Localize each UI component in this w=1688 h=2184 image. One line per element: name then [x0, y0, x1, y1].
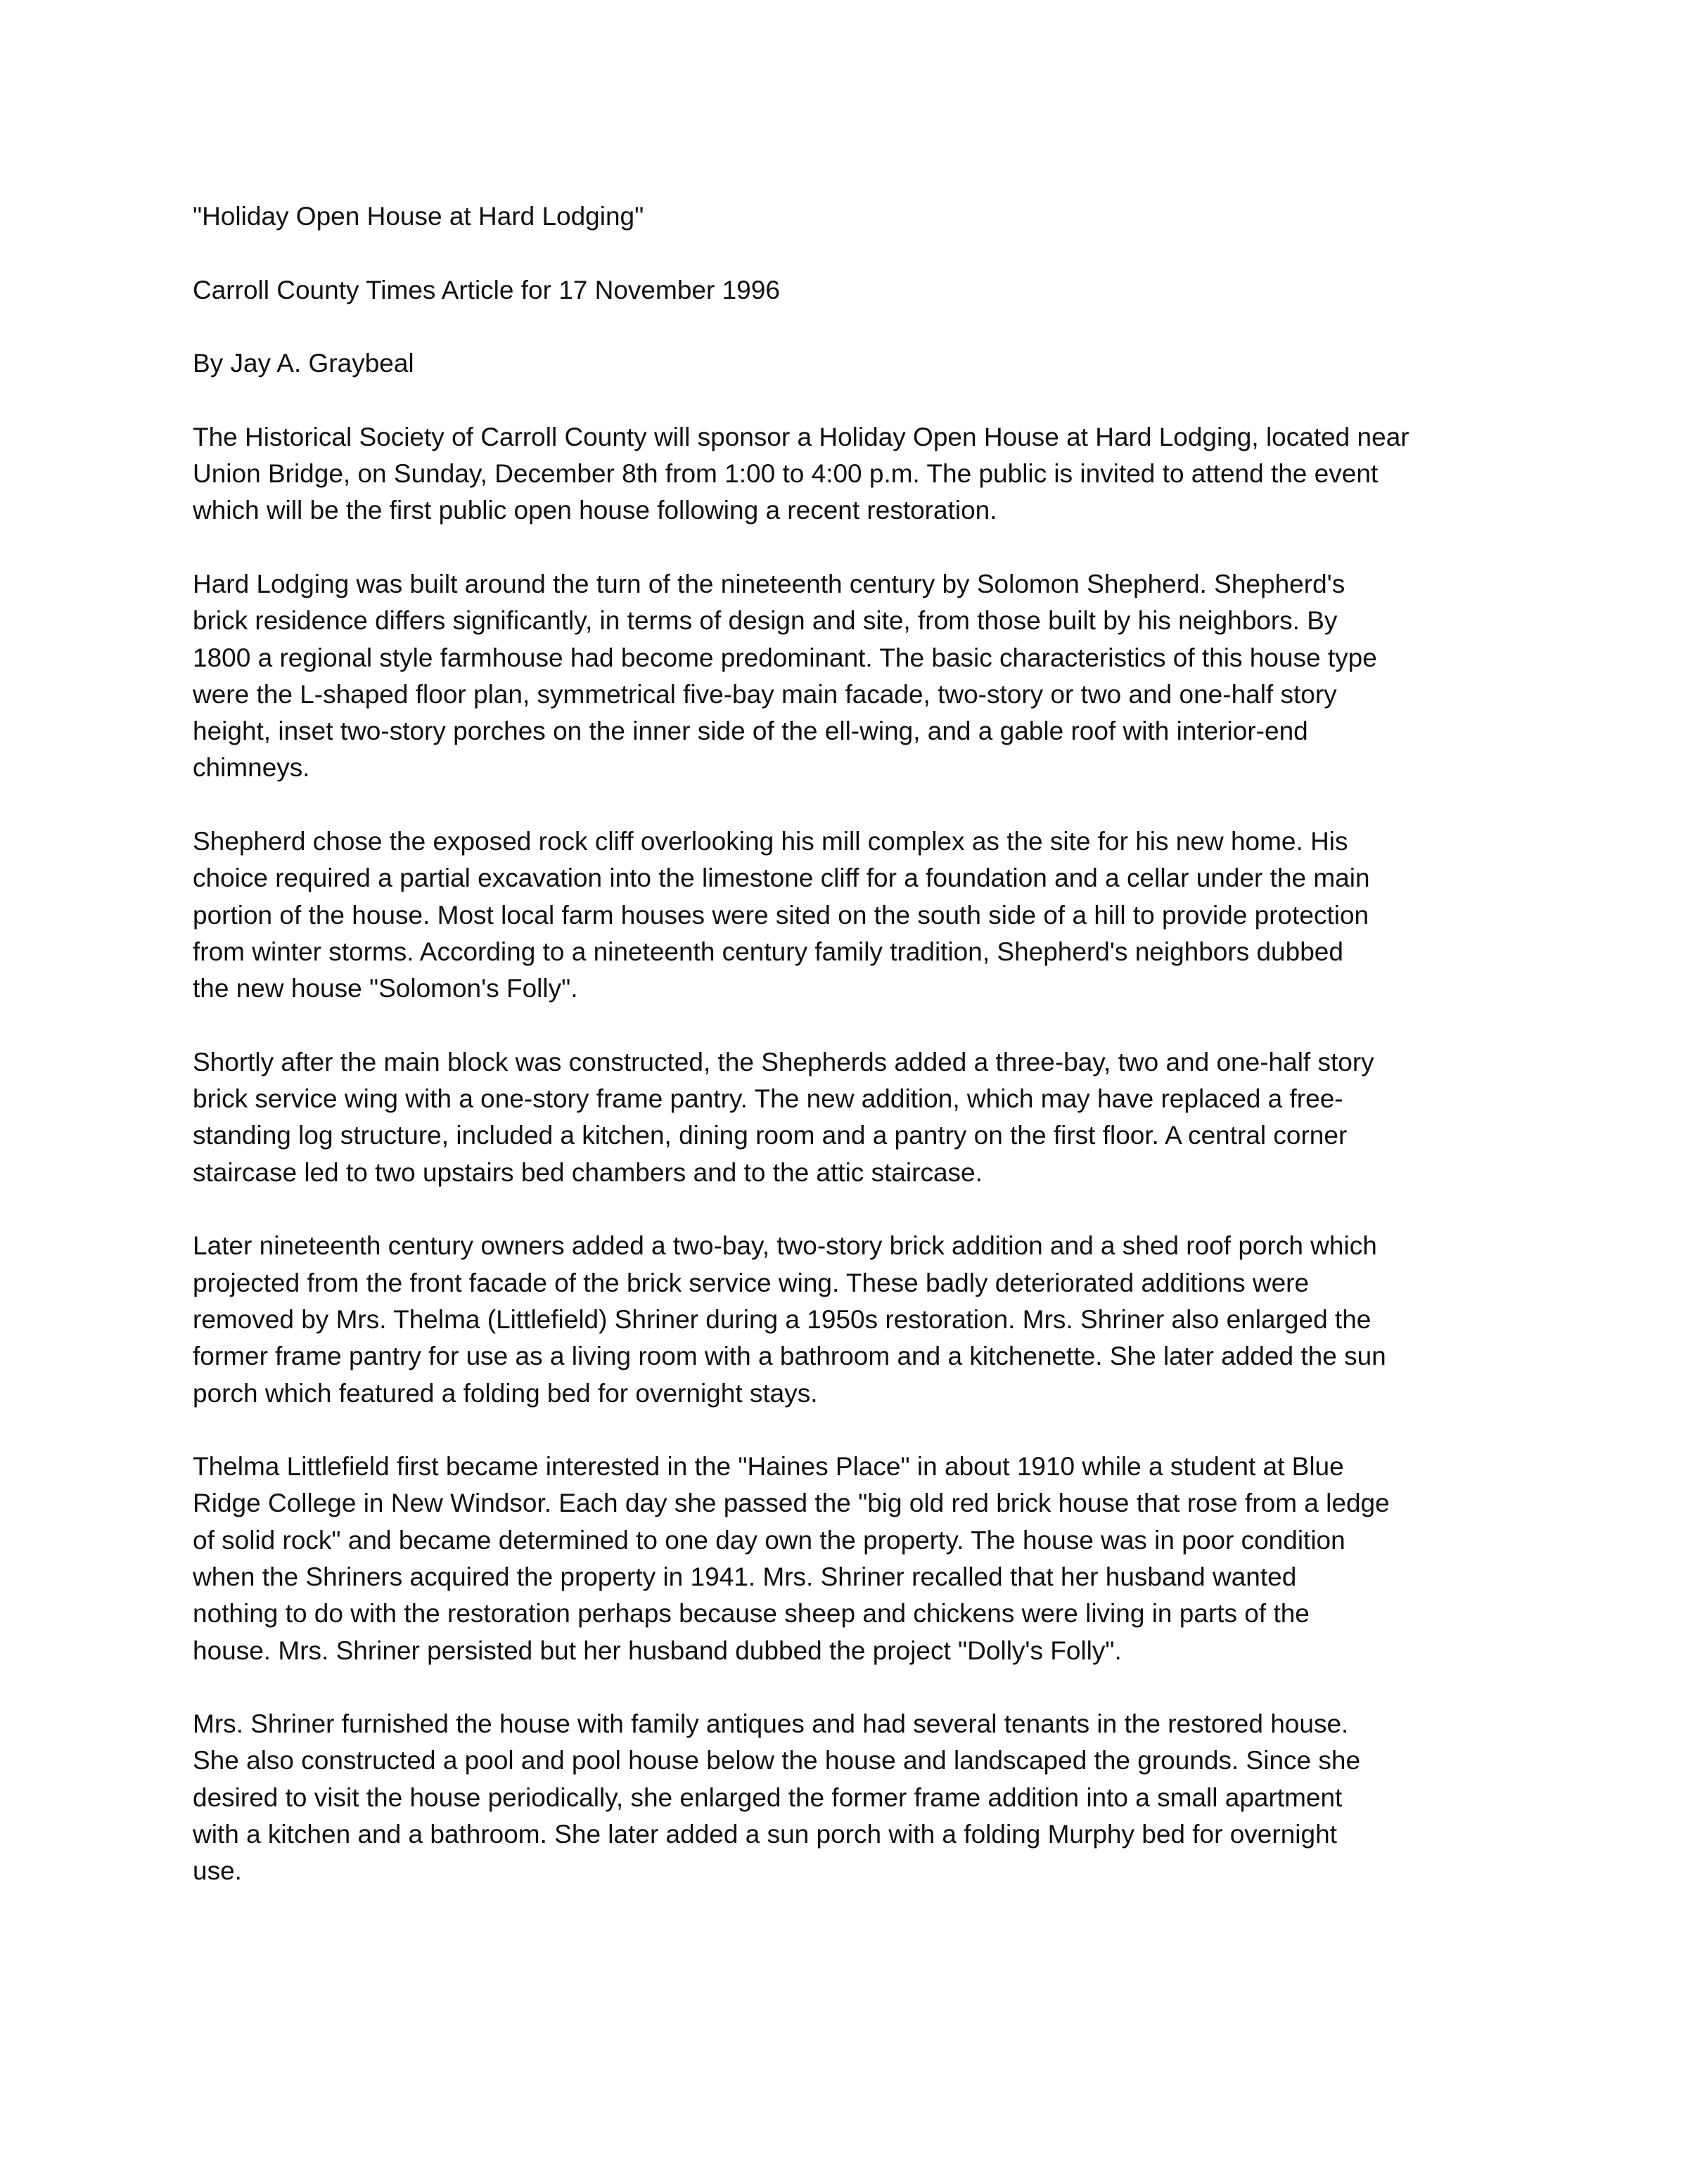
- paragraph: [193, 1044, 1515, 1191]
- text-line: Shepherd chose the exposed rock cliff overlooking his mill complex as the site for his new home. His: [193, 827, 1348, 856]
- text-line: porch which featured a folding bed for overnight stays.: [193, 1378, 818, 1408]
- paragraph: [193, 1706, 1515, 1889]
- text-line: which will be the first public open house following a recent restoration.: [193, 496, 997, 525]
- text-line: staircase led to two upstairs bed chambers and to the attic staircase.: [193, 1157, 983, 1187]
- text-line: 1800 a regional style farmhouse had become predominant. The basic characteristics of this house type: [193, 643, 1377, 672]
- article-title: "Holiday Open House at Hard Lodging": [193, 202, 644, 231]
- text-line: Union Bridge, on Sunday, December 8th from 1:00 to 4:00 p.m. The public is invited to attend the event: [193, 459, 1379, 489]
- text-line: Mrs. Shriner furnished the house with family antiques and had several tenants in the restored house.: [193, 1709, 1349, 1739]
- text-line: projected from the front facade of the brick service wing. These badly deteriorated additions were: [193, 1268, 1310, 1297]
- text-line: from winter storms. According to a nineteenth century family tradition, Shepherd's neighbors dubbed: [193, 937, 1343, 966]
- text-line: standing log structure, included a kitchen, dining room and a pantry on the first floor. A central corner: [193, 1121, 1348, 1150]
- text-line: desired to visit the house periodically, she enlarged the former frame addition into a small apartment: [193, 1782, 1343, 1812]
- paragraph: [193, 1228, 1515, 1411]
- text-line: nothing to do with the restoration perhaps because sheep and chickens were living in parts of the: [193, 1599, 1310, 1629]
- text-line: removed by Mrs. Thelma (Littlefield) Shriner during a 1950s restoration. Mrs. Shriner also enlarged the: [193, 1304, 1372, 1334]
- text-line: Hard Lodging was built around the turn of the nineteenth century by Solomon Shepherd. Shepherd's: [193, 569, 1345, 598]
- text-line: brick residence differs significantly, in terms of design and site, from those built by his neighbors. By: [193, 606, 1338, 636]
- paragraph: [193, 419, 1515, 529]
- document-page: [193, 198, 1515, 1927]
- article-subtitle: Carroll County Times Article for 17 November 1996: [193, 275, 780, 304]
- text-line: brick service wing with a one-story frame pantry. The new addition, which may have replaced a free-: [193, 1084, 1343, 1114]
- text-line: The Historical Society of Carroll County will sponsor a Holiday Open House at Hard Lodging, located near: [193, 422, 1409, 451]
- text-line: were the L-shaped floor plan, symmetrical five-bay main facade, two-story or two and one-half story: [193, 679, 1337, 709]
- text-line: the new house "Solomon's Folly".: [193, 974, 578, 1003]
- article-body: [193, 419, 1515, 1890]
- text-line: choice required a partial excavation into the limestone cliff for a foundation and a cellar under the main: [193, 863, 1370, 893]
- text-line: house. Mrs. Shriner persisted but her husband dubbed the project "Dolly's Folly".: [193, 1636, 1122, 1665]
- paragraph: [193, 1448, 1515, 1669]
- text-line: Thelma Littlefield first became interested in the "Haines Place" in about 1910 while a student at Blue: [193, 1452, 1344, 1482]
- text-line: when the Shriners acquired the property in 1941. Mrs. Shriner recalled that her husband wanted: [193, 1562, 1297, 1591]
- text-line: use.: [193, 1856, 242, 1886]
- text-line: former frame pantry for use as a living room with a bathroom and a kitchenette. She later added the sun: [193, 1342, 1386, 1371]
- byline: By Jay A. Graybeal: [193, 349, 414, 378]
- text-line: of solid rock" and became determined to one day own the property. The house was in poor condition: [193, 1525, 1345, 1555]
- text-line: with a kitchen and a bathroom. She later added a sun porch with a folding Murphy bed for overnight: [193, 1820, 1337, 1849]
- text-line: Later nineteenth century owners added a two-bay, two-story brick addition and a shed roof porch which: [193, 1231, 1377, 1261]
- paragraph: [193, 823, 1515, 1007]
- paragraph: [193, 566, 1515, 787]
- text-line: Ridge College in New Windsor. Each day she passed the "big old red brick house that rose from a ledge: [193, 1489, 1390, 1518]
- text-line: portion of the house. Most local farm houses were sited on the south side of a hill to provide protection: [193, 900, 1369, 930]
- text-line: Shortly after the main block was constructed, the Shepherds added a three-bay, two and one-half story: [193, 1047, 1374, 1077]
- text-line: chimneys.: [193, 753, 310, 783]
- text-line: She also constructed a pool and pool house below the house and landscaped the grounds. Since she: [193, 1746, 1361, 1775]
- text-line: height, inset two-story porches on the inner side of the ell-wing, and a gable roof with interior-end: [193, 717, 1308, 746]
